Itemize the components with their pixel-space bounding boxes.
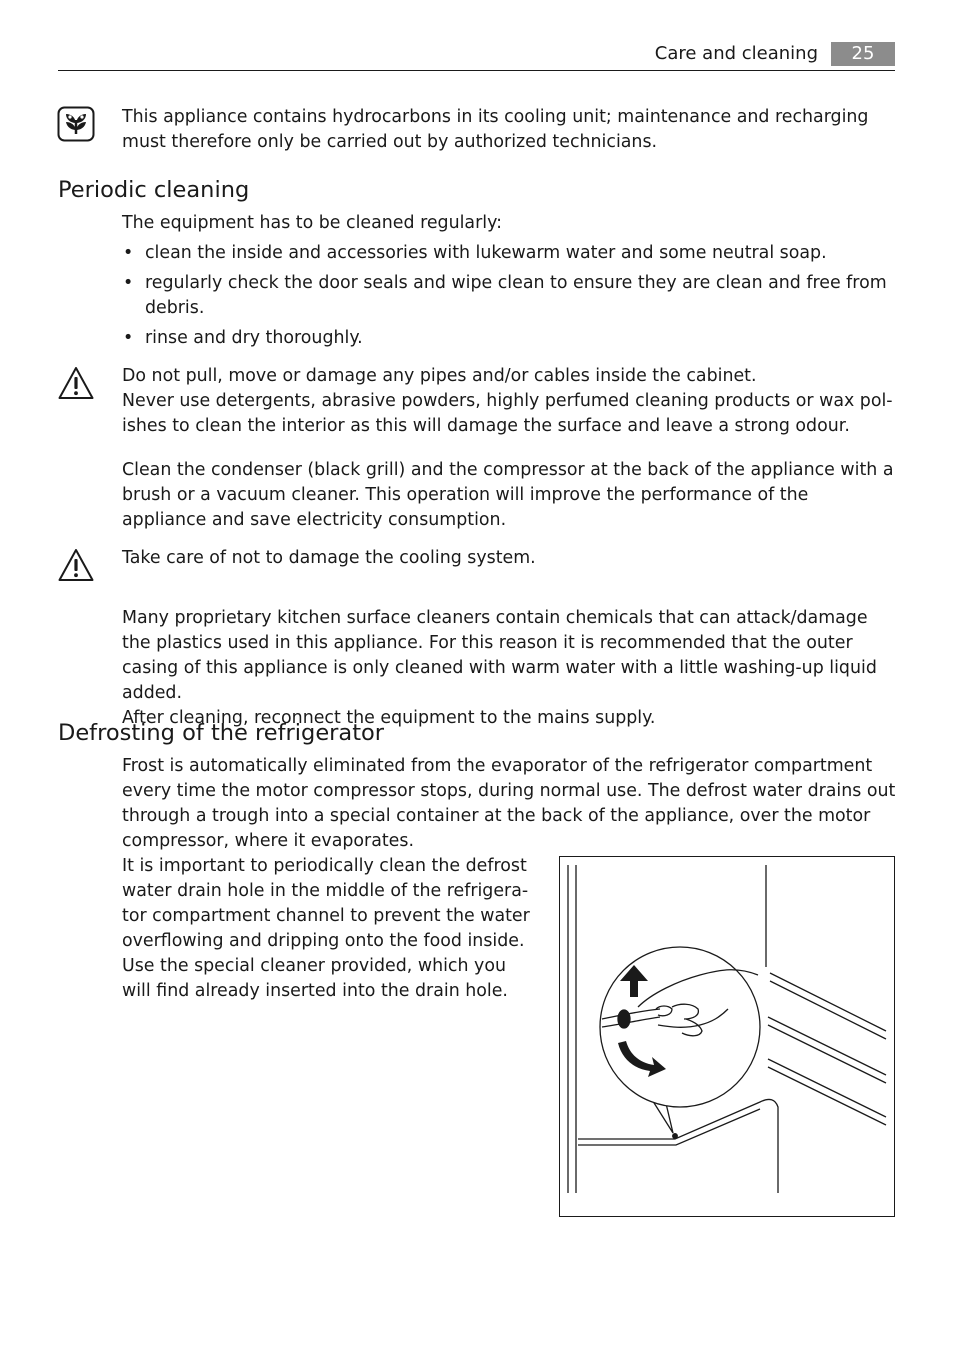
cleaners-paragraph: Many proprietary kitchen surface cleaners contain chemicals that can attack/damage the plastics used in this appliance. For this reason it is recommended that the outer casing of this appliance is only cleaned with warm water with a little washing-up liquid added. — [122, 608, 877, 703]
page-number: 25 — [831, 42, 895, 66]
env-note-text: This appliance contains hydrocarbons in its cooling unit; maintenance and recharging must therefore only be carried out by authorized technicians. — [122, 107, 869, 152]
defrost-paragraph-1: Frost is automatically eliminated from the evaporator of the refrigerator compartment every time the motor compressor stops, during normal use. The defrost water drains out through a trough into a special container at the back of the appliance, over the motor compressor, where it evaporates. — [122, 756, 896, 851]
condenser-text: Clean the condenser (black grill) and the compressor at the back of the appliance with a brush or a vacuum cleaner. This operation will improve the performance of the appliance and save electricity consumption. — [122, 460, 894, 530]
warning-line: Never use detergents, abrasive powders, highly perfumed cleaning products or wax pol-ishes to clean the interior as this will damage the surface and leave a strong odour. — [122, 391, 893, 436]
recycling-icon — [57, 106, 95, 146]
warning-triangle-icon — [57, 365, 95, 405]
list-item: • rinse and dry thoroughly. — [122, 326, 897, 351]
list-item: • regularly check the door seals and wipe clean to ensure they are clean and free from debris. — [122, 271, 897, 321]
periodic-intro: The equipment has to be cleaned regularly: — [122, 213, 502, 233]
defrost-paragraph-2: It is important to periodically clean the defrost water drain hole in the middle of the refrigera-tor compartment channel to prevent the water overflowing and dripping onto the food inside. Use the special cleaner provided, which you will find already inserted into the drain hole. — [122, 856, 530, 1001]
list-item: • clean the inside and accessories with lukewarm water and some neutral soap. — [122, 241, 897, 266]
warning-cooling-text: Take care of not to damage the cooling system. — [122, 548, 536, 568]
periodic-cleaning-heading: Periodic cleaning — [58, 177, 250, 203]
warning-pipes-text — [122, 364, 897, 439]
reconnect-paragraph: After cleaning, reconnect the equipment to the mains supply. — [122, 708, 656, 728]
section-title: Care and cleaning — [654, 43, 818, 64]
drain-hole-illustration — [559, 856, 895, 1217]
cleaners-text — [122, 606, 897, 731]
warning-line: Do not pull, move or damage any pipes and/or cables inside the cabinet. — [122, 366, 757, 386]
defrosting-heading: Defrosting of the refrigerator — [58, 720, 385, 746]
warning-triangle-icon — [57, 547, 95, 587]
periodic-bullets — [122, 241, 897, 356]
header-rule — [58, 70, 895, 71]
